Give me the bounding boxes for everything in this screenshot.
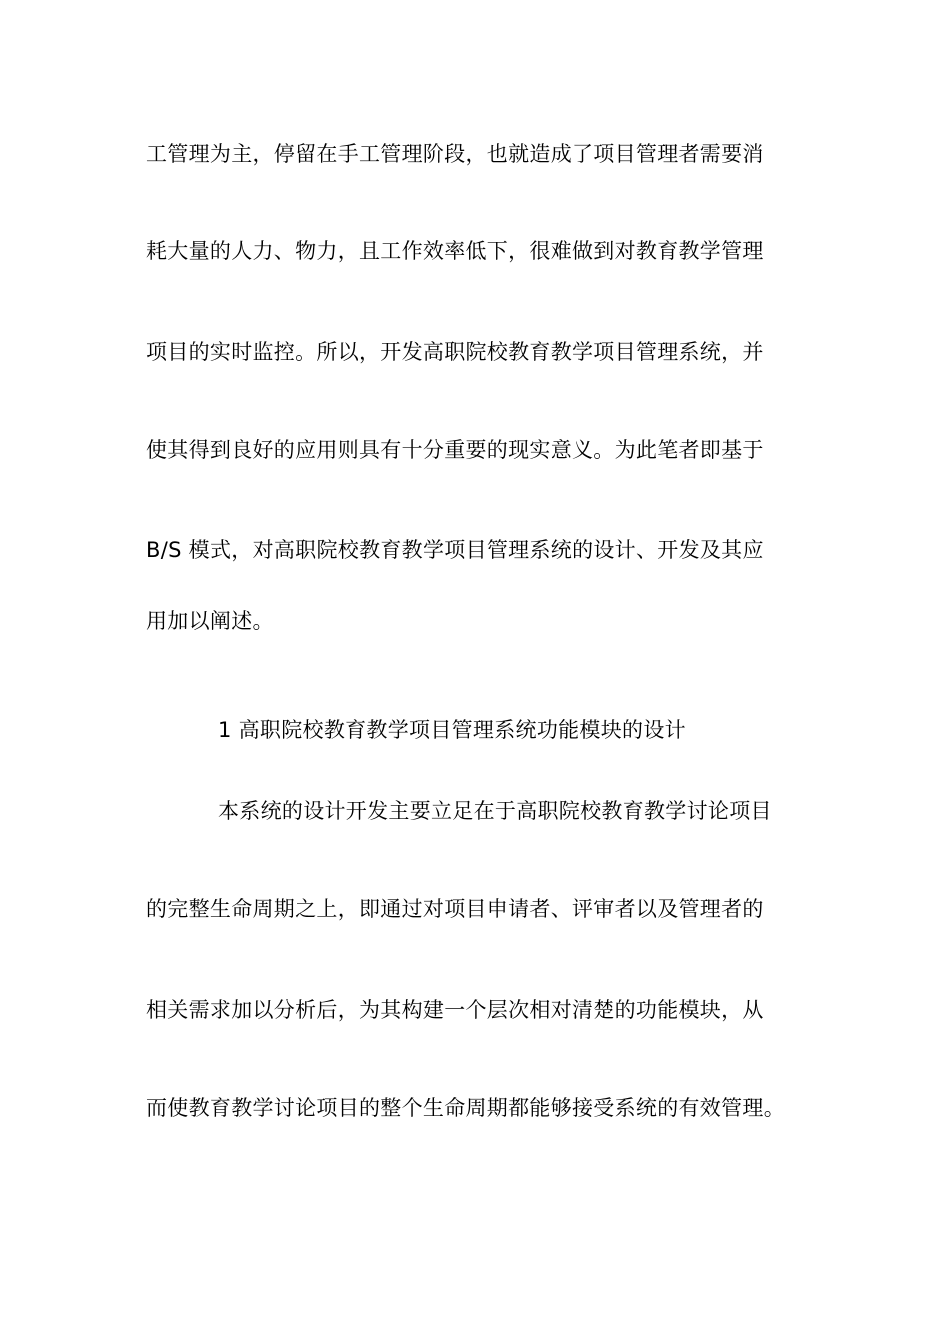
body-text-line: 用加以阐述。 bbox=[146, 609, 274, 633]
body-text-line: B/S 模式，对高职院校教育教学项目管理系统的设计、开发及其应 bbox=[146, 538, 764, 562]
body-text-line: 工管理为主，停留在手工管理阶段，也就造成了项目管理者需要消 bbox=[146, 142, 764, 166]
body-text-line: 而使教育教学讨论项目的整个生命周期都能够接受系统的有效管理。 bbox=[146, 1096, 785, 1120]
body-text-line: 使其得到良好的应用则具有十分重要的现实意义。为此笔者即基于 bbox=[146, 438, 764, 462]
body-text-line: 耗大量的人力、物力，且工作效率低下，很难做到对教育教学管理 bbox=[146, 239, 764, 263]
section-heading: 1 高职院校教育教学项目管理系统功能模块的设计 bbox=[218, 718, 686, 742]
body-text-line: 相关需求加以分析后，为其构建一个层次相对清楚的功能模块，从 bbox=[146, 998, 764, 1022]
body-text-line: 项目的实时监控。所以，开发高职院校教育教学项目管理系统，并 bbox=[146, 340, 764, 364]
body-text-line: 本系统的设计开发主要立足在于高职院校教育教学讨论项目 bbox=[218, 799, 772, 823]
body-text-line: 的完整生命周期之上，即通过对项目申请者、评审者以及管理者的 bbox=[146, 897, 764, 921]
